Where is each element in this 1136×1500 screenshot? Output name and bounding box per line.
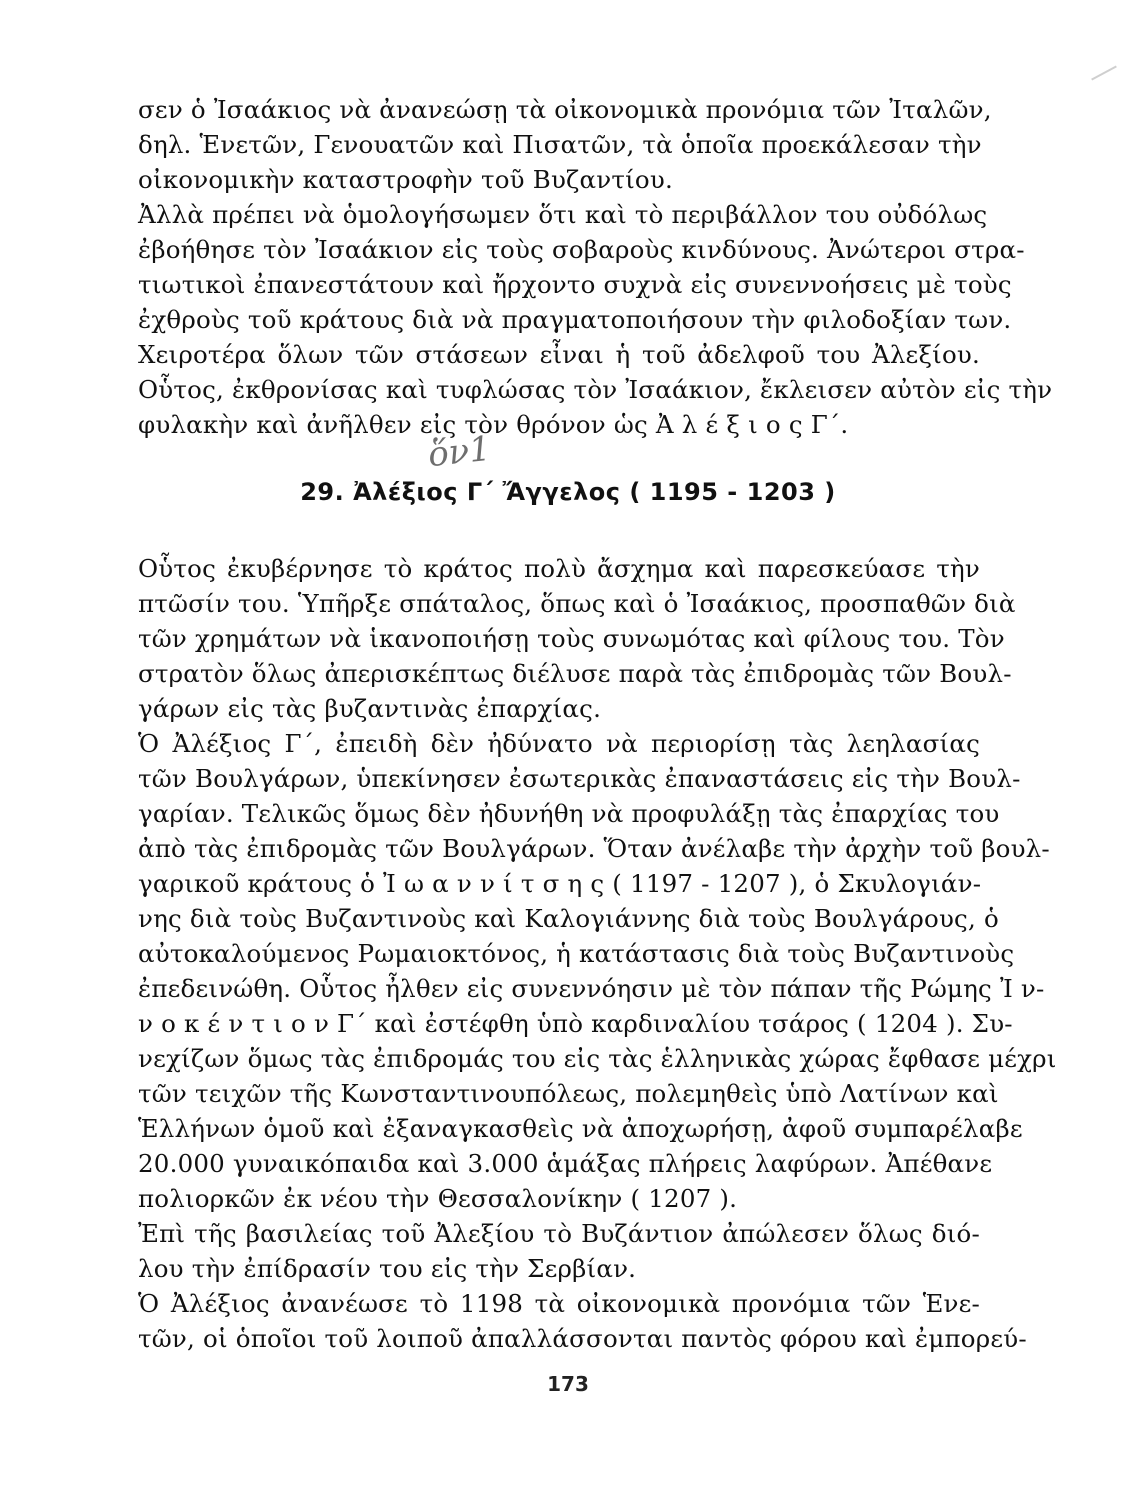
text-line: τῶν Βουλγάρων, ὑπεκίνησεν ἐσωτερικὰς ἐπαναστάσεις εἰς τὴν Βουλ- — [138, 764, 1021, 793]
text-line: στρατὸν ὅλως ἀπερισκέπτως διέλυσε παρὰ τὰς ἐπιδρομὰς τῶν Βουλ- — [138, 659, 1012, 688]
text-line: 20.000 γυναικόπαιδα καὶ 3.000 ἁμάξας πλήρεις λαφύρων. Ἀπέθανε — [138, 1149, 993, 1178]
text-line: οἰκονομικὴν καταστροφὴν τοῦ Βυζαντίου. — [138, 165, 673, 194]
text-line: λου τὴν ἐπίδρασίν του εἰς τὴν Σερβίαν. — [138, 1254, 637, 1283]
text-line: ἐχθροὺς τοῦ κράτους διὰ νὰ πραγματοποιήσουν τὴν φιλοδοξίαν των. — [138, 305, 1012, 334]
text-line: Χειροτέρα ὅλων τῶν στάσεων εἶναι ἡ τοῦ ἀδελφοῦ του Ἀλεξίου. — [138, 340, 980, 369]
text-line: τῶν τειχῶν τῆς Κωνσταντινουπόλεως, πολεμηθεὶς ὑπὸ Λατίνων καὶ — [138, 1079, 999, 1108]
page-number: 173 — [547, 1372, 589, 1396]
text-line: ἀπὸ τὰς ἐπιδρομὰς τῶν Βουλγάρων. Ὅταν ἀνέλαβε τὴν ἀρχὴν τοῦ βουλ- — [138, 834, 1050, 863]
text-line: Οὗτος, ἐκθρονίσας καὶ τυφλώσας τὸν Ἰσαάκιον, ἔκλεισεν αὐτὸν εἰς τὴν — [138, 375, 1053, 404]
text-line: νης διὰ τοὺς Βυζαντινοὺς καὶ Καλογιάννης διὰ τοὺς Βουλγάρους, ὁ — [138, 904, 999, 933]
text-line: Ἐπὶ τῆς βασιλείας τοῦ Ἀλεξίου τὸ Βυζάντιον ἀπώλεσεν ὅλως διό- — [138, 1219, 980, 1248]
text-line: ν ο κ έ ν τ ι ο ν Γ΄ καὶ ἐστέφθη ὑπὸ καρδιναλίου τσάρος ( 1204 ). Συ- — [138, 1009, 1013, 1038]
text-line: Ὁ Ἀλέξιος Γ΄, ἐπειδὴ δὲν ἠδύνατο νὰ περιορίσῃ τὰς λεηλασίας — [138, 729, 980, 758]
text-line: ἐβοήθησε τὸν Ἰσαάκιον εἰς τοὺς σοβαροὺς κινδύνους. Ἀνώτεροι στρα- — [138, 235, 1025, 264]
text-line: πολιορκῶν ἐκ νέου τὴν Θεσσαλονίκην ( 1207 ). — [138, 1184, 738, 1213]
top-text-block — [138, 92, 1053, 442]
text-line: δηλ. Ἑνετῶν, Γενουατῶν καὶ Πισατῶν, τὰ ὁποῖα προεκάλεσαν τὴν — [138, 130, 982, 159]
text-line: νεχίζων ὅμως τὰς ἐπιδρομάς του εἰς τὰς ἑλληνικὰς χώρας ἔφθασε μέχρι — [138, 1044, 1057, 1073]
scan-mark — [1091, 66, 1117, 81]
text-line: αὐτοκαλούμενος Ρωμαιοκτόνος, ἡ κατάστασις διὰ τοὺς Βυζαντινοὺς — [138, 939, 1015, 968]
body-text-block — [138, 551, 1057, 1356]
handwritten-annotation: ὅν1 — [426, 428, 493, 476]
text-line: γαρικοῦ κράτους ὁ Ἰ ω α ν ν ί τ σ η ς ( 1197 - 1207 ), ὁ Σκυλογιάν- — [138, 869, 982, 898]
text-line: Ὁ Ἀλέξιος ἀνανέωσε τὸ 1198 τὰ οἰκονομικὰ προνόμια τῶν Ἑνε- — [138, 1289, 980, 1318]
text-line: τῶν, οἱ ὁποῖοι τοῦ λοιποῦ ἀπαλλάσσονται παντὸς φόρου καὶ ἐμπορεύ- — [138, 1324, 1027, 1353]
text-line: γάρων εἰς τὰς βυζαντινὰς ἐπαρχίας. — [138, 694, 602, 723]
text-line: τιωτικοὶ ἐπανεστάτουν καὶ ἤρχοντο συχνὰ εἰς συνεννοήσεις μὲ τοὺς — [138, 270, 1012, 299]
text-line: γαρίαν. Τελικῶς ὅμως δὲν ἠδυνήθη νὰ προφυλάξῃ τὰς ἐπαρχίας του — [138, 799, 1000, 828]
text-line: Οὗτος ἐκυβέρνησε τὸ κράτος πολὺ ἄσχημα καὶ παρεσκεύασε τὴν — [138, 554, 980, 583]
text-line: Ἀλλὰ πρέπει νὰ ὁμολογήσωμεν ὅτι καὶ τὸ περιβάλλον του οὐδόλως — [138, 200, 988, 229]
text-line: σεν ὁ Ἰσαάκιος νὰ ἀνανεώσῃ τὰ οἰκονομικὰ προνόμια τῶν Ἰταλῶν, — [138, 95, 992, 124]
text-line: φυλακὴν καὶ ἀνῆλθεν εἰς τὸν θρόνον ὡς Ἀ λ έ ξ ι ο ς Γ΄. — [138, 410, 849, 439]
text-line: τῶν χρημάτων νὰ ἱκανοποιήσῃ τοὺς συνωμότας καὶ φίλους του. Τὸν — [138, 624, 1005, 653]
text-line: πτῶσίν του. Ὑπῆρξε σπάταλος, ὅπως καὶ ὁ Ἰσαάκιος, προσπαθῶν διὰ — [138, 589, 1016, 618]
section-heading: 29. Ἀλέξιος Γ΄ Ἄγγελος ( 1195 - 1203 ) — [300, 478, 836, 506]
text-line: Ἑλλήνων ὁμοῦ καὶ ἐξαναγκασθεὶς νὰ ἀποχωρήσῃ, ἀφοῦ συμπαρέλαβε — [138, 1114, 1023, 1143]
text-line: ἐπεδεινώθη. Οὗτος ἦλθεν εἰς συνεννόησιν μὲ τὸν πάπαν τῆς Ρώμης Ἰ ν- — [138, 974, 1045, 1003]
